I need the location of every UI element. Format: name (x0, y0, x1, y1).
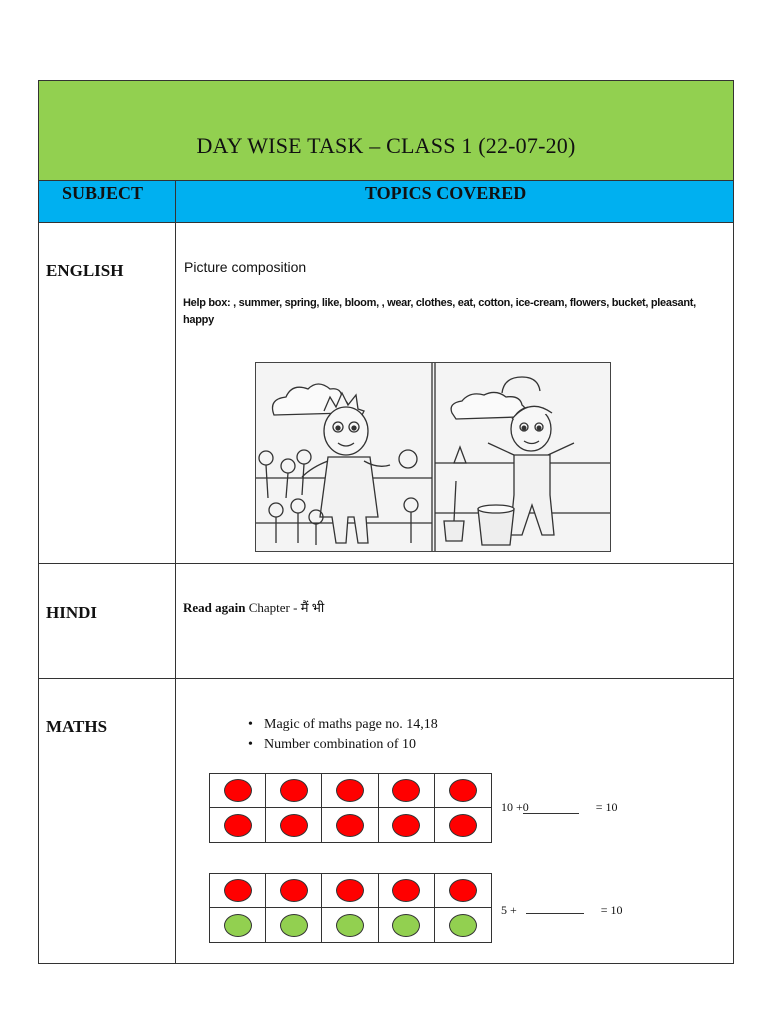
ten-frame-cell (322, 808, 378, 842)
hindi-instruction (183, 598, 324, 616)
ten-frame-cell (210, 774, 266, 808)
ten-frame-cell (210, 808, 266, 842)
subject-header: SUBJECT (62, 183, 144, 203)
equation-2-prefix: 5 + (501, 903, 517, 917)
ten-frame-cell (266, 874, 322, 908)
picture-composition-title: Picture composition (184, 259, 307, 275)
subject-maths: MATHS (46, 717, 108, 736)
ten-frame-cell (266, 808, 322, 842)
page-title: DAY WISE TASK – CLASS 1 (22-07-20) (196, 133, 576, 158)
ten-frame-cell (379, 908, 435, 942)
green-counter (449, 914, 477, 937)
red-counter (280, 814, 308, 837)
green-counter (336, 914, 364, 937)
red-counter (336, 879, 364, 902)
equation-1-blank[interactable] (523, 800, 579, 814)
read-again-label: Read again (183, 600, 246, 615)
picture-composition-image (255, 362, 611, 552)
red-counter (224, 814, 252, 837)
ten-frame-cell (379, 774, 435, 808)
title-row (39, 81, 733, 181)
red-counter (392, 779, 420, 802)
ten-frame-cell (266, 774, 322, 808)
red-counter (392, 879, 420, 902)
worksheet-table (38, 80, 734, 964)
green-counter (392, 914, 420, 937)
ten-frame-cell (322, 908, 378, 942)
equation-1-result: = 10 (595, 800, 618, 814)
equation-1 (501, 800, 618, 815)
list-item: • Number combination of 10 (246, 735, 438, 755)
red-counter (449, 779, 477, 802)
equation-1-prefix: 10 + (501, 800, 523, 814)
equation-2 (501, 900, 623, 918)
ten-frame-cell (379, 808, 435, 842)
red-counter (336, 814, 364, 837)
equation-2-result: = 10 (600, 903, 623, 917)
row-divider-hindi (39, 678, 733, 679)
red-counter (392, 814, 420, 837)
red-counter (449, 814, 477, 837)
green-counter (224, 914, 252, 937)
column-divider (175, 181, 176, 963)
ten-frame-cell (266, 908, 322, 942)
ten-frame-cell (435, 874, 491, 908)
ten-frame-cell (210, 874, 266, 908)
help-box-text: Help box: , summer, spring, like, bloom, , wear, clothes, eat, cotton, ice-cream, flowers, bucket, pleasant, happy (183, 297, 696, 326)
red-counter (449, 879, 477, 902)
maths-bullet-list (246, 715, 438, 755)
row-divider-english (39, 563, 733, 564)
red-counter (336, 779, 364, 802)
ten-frame-cell (322, 874, 378, 908)
ten-frame-1 (209, 773, 492, 843)
red-counter (280, 879, 308, 902)
summer-boys-illustration (256, 363, 610, 551)
green-counter (280, 914, 308, 937)
ten-frame-cell (435, 908, 491, 942)
topics-header: TOPICS COVERED (365, 183, 527, 203)
ten-frame-cell (210, 908, 266, 942)
red-counter (280, 779, 308, 802)
header-row (39, 181, 733, 223)
red-counter (224, 779, 252, 802)
hindi-chapter: Chapter - मैं भी (245, 600, 325, 615)
ten-frame-cell (435, 774, 491, 808)
red-counter (224, 879, 252, 902)
subject-english: ENGLISH (46, 261, 124, 280)
list-item: • Magic of maths page no. 14,18 (246, 715, 438, 735)
subject-hindi: HINDI (46, 603, 98, 622)
ten-frame-cell (322, 774, 378, 808)
ten-frame-cell (379, 874, 435, 908)
equation-1-answer: 0 (522, 800, 529, 814)
ten-frame-2 (209, 873, 492, 943)
ten-frame-cell (435, 808, 491, 842)
equation-2-blank[interactable] (526, 900, 584, 914)
